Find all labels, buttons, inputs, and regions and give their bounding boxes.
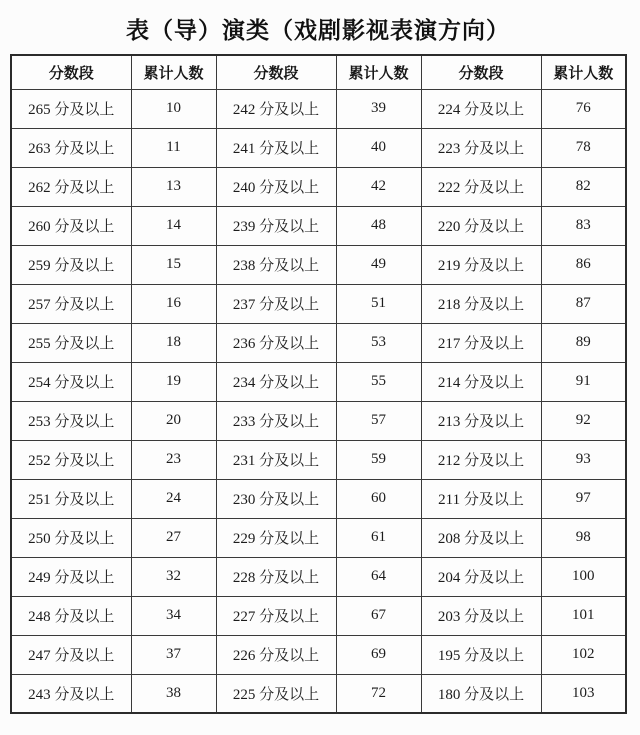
score-range-cell: 195 分及以上 (421, 635, 541, 674)
cumulative-count-cell: 67 (336, 596, 421, 635)
score-range-cell: 257 分及以上 (11, 284, 131, 323)
cumulative-count-cell: 32 (131, 557, 216, 596)
page-title: 表（导）演类（戏剧影视表演方向） (126, 18, 510, 43)
score-range-cell: 233 分及以上 (216, 401, 336, 440)
score-range-cell: 212 分及以上 (421, 440, 541, 479)
score-range-cell: 217 分及以上 (421, 323, 541, 362)
cumulative-count-cell: 14 (131, 206, 216, 245)
table-row (11, 401, 626, 440)
cumulative-count-cell: 38 (131, 674, 216, 713)
table-row (11, 635, 626, 674)
cumulative-count-cell: 83 (541, 206, 626, 245)
cumulative-count-cell: 49 (336, 245, 421, 284)
score-range-cell: 234 分及以上 (216, 362, 336, 401)
score-range-cell: 237 分及以上 (216, 284, 336, 323)
score-range-cell: 260 分及以上 (11, 206, 131, 245)
cumulative-count-cell: 23 (131, 440, 216, 479)
score-range-cell: 247 分及以上 (11, 635, 131, 674)
score-range-cell: 242 分及以上 (216, 89, 336, 128)
table-row (11, 128, 626, 167)
score-range-cell: 222 分及以上 (421, 167, 541, 206)
cumulative-count-cell: 15 (131, 245, 216, 284)
score-range-cell: 231 分及以上 (216, 440, 336, 479)
table-row (11, 89, 626, 128)
cumulative-count-cell: 51 (336, 284, 421, 323)
score-range-cell: 213 分及以上 (421, 401, 541, 440)
score-range-cell: 262 分及以上 (11, 167, 131, 206)
score-range-cell: 238 分及以上 (216, 245, 336, 284)
score-range-cell: 265 分及以上 (11, 89, 131, 128)
cumulative-count-cell: 18 (131, 323, 216, 362)
cumulative-count-cell: 92 (541, 401, 626, 440)
table-row (11, 206, 626, 245)
cumulative-count-cell: 24 (131, 479, 216, 518)
score-range-cell: 236 分及以上 (216, 323, 336, 362)
cumulative-count-cell: 86 (541, 245, 626, 284)
score-range-cell: 214 分及以上 (421, 362, 541, 401)
cumulative-count-cell: 91 (541, 362, 626, 401)
score-range-cell: 230 分及以上 (216, 479, 336, 518)
score-range-cell: 204 分及以上 (421, 557, 541, 596)
cumulative-count-cell: 72 (336, 674, 421, 713)
cumulative-count-cell: 34 (131, 596, 216, 635)
header-cumulative-count-3: 累计人数 (541, 55, 626, 89)
cumulative-count-cell: 20 (131, 401, 216, 440)
score-range-cell: 229 分及以上 (216, 518, 336, 557)
cumulative-count-cell: 89 (541, 323, 626, 362)
header-cumulative-count-2: 累计人数 (336, 55, 421, 89)
table-header-row (11, 55, 626, 89)
score-range-cell: 255 分及以上 (11, 323, 131, 362)
header-score-range-2: 分数段 (216, 55, 336, 89)
cumulative-count-cell: 60 (336, 479, 421, 518)
table-row (11, 323, 626, 362)
score-range-cell: 220 分及以上 (421, 206, 541, 245)
score-range-cell: 254 分及以上 (11, 362, 131, 401)
table-row (11, 167, 626, 206)
cumulative-count-cell: 42 (336, 167, 421, 206)
table-row (11, 245, 626, 284)
cumulative-count-cell: 48 (336, 206, 421, 245)
cumulative-count-cell: 97 (541, 479, 626, 518)
table-row (11, 362, 626, 401)
cumulative-count-cell: 100 (541, 557, 626, 596)
score-range-cell: 251 分及以上 (11, 479, 131, 518)
score-range-cell: 252 分及以上 (11, 440, 131, 479)
score-range-cell: 223 分及以上 (421, 128, 541, 167)
score-range-cell: 239 分及以上 (216, 206, 336, 245)
cumulative-count-cell: 13 (131, 167, 216, 206)
cumulative-count-cell: 78 (541, 128, 626, 167)
score-range-cell: 228 分及以上 (216, 557, 336, 596)
cumulative-count-cell: 69 (336, 635, 421, 674)
table-body (11, 89, 626, 713)
score-range-cell: 208 分及以上 (421, 518, 541, 557)
table-row (11, 479, 626, 518)
cumulative-count-cell: 37 (131, 635, 216, 674)
table-row (11, 674, 626, 713)
cumulative-count-cell: 82 (541, 167, 626, 206)
cumulative-count-cell: 11 (131, 128, 216, 167)
header-score-range-1: 分数段 (11, 55, 131, 89)
cumulative-count-cell: 10 (131, 89, 216, 128)
cumulative-count-cell: 64 (336, 557, 421, 596)
cumulative-count-cell: 57 (336, 401, 421, 440)
cumulative-count-cell: 102 (541, 635, 626, 674)
score-range-cell: 203 分及以上 (421, 596, 541, 635)
table-row (11, 284, 626, 323)
score-distribution-table (10, 54, 627, 714)
table-row (11, 518, 626, 557)
cumulative-count-cell: 61 (336, 518, 421, 557)
table-row (11, 440, 626, 479)
cumulative-count-cell: 103 (541, 674, 626, 713)
cumulative-count-cell: 55 (336, 362, 421, 401)
table-row (11, 596, 626, 635)
header-cumulative-count-1: 累计人数 (131, 55, 216, 89)
cumulative-count-cell: 98 (541, 518, 626, 557)
cumulative-count-cell: 27 (131, 518, 216, 557)
score-range-cell: 225 分及以上 (216, 674, 336, 713)
cumulative-count-cell: 76 (541, 89, 626, 128)
header-score-range-3: 分数段 (421, 55, 541, 89)
score-range-cell: 226 分及以上 (216, 635, 336, 674)
score-range-cell: 248 分及以上 (11, 596, 131, 635)
cumulative-count-cell: 40 (336, 128, 421, 167)
table-row (11, 557, 626, 596)
score-range-cell: 253 分及以上 (11, 401, 131, 440)
cumulative-count-cell: 19 (131, 362, 216, 401)
score-range-cell: 224 分及以上 (421, 89, 541, 128)
cumulative-count-cell: 101 (541, 596, 626, 635)
score-range-cell: 249 分及以上 (11, 557, 131, 596)
score-range-cell: 227 分及以上 (216, 596, 336, 635)
cumulative-count-cell: 53 (336, 323, 421, 362)
score-range-cell: 211 分及以上 (421, 479, 541, 518)
cumulative-count-cell: 16 (131, 284, 216, 323)
score-range-cell: 259 分及以上 (11, 245, 131, 284)
score-range-cell: 180 分及以上 (421, 674, 541, 713)
score-range-cell: 240 分及以上 (216, 167, 336, 206)
score-range-cell: 243 分及以上 (11, 674, 131, 713)
score-range-cell: 241 分及以上 (216, 128, 336, 167)
score-range-cell: 219 分及以上 (421, 245, 541, 284)
cumulative-count-cell: 59 (336, 440, 421, 479)
cumulative-count-cell: 39 (336, 89, 421, 128)
cumulative-count-cell: 87 (541, 284, 626, 323)
score-range-cell: 218 分及以上 (421, 284, 541, 323)
score-range-cell: 250 分及以上 (11, 518, 131, 557)
score-range-cell: 263 分及以上 (11, 128, 131, 167)
cumulative-count-cell: 93 (541, 440, 626, 479)
